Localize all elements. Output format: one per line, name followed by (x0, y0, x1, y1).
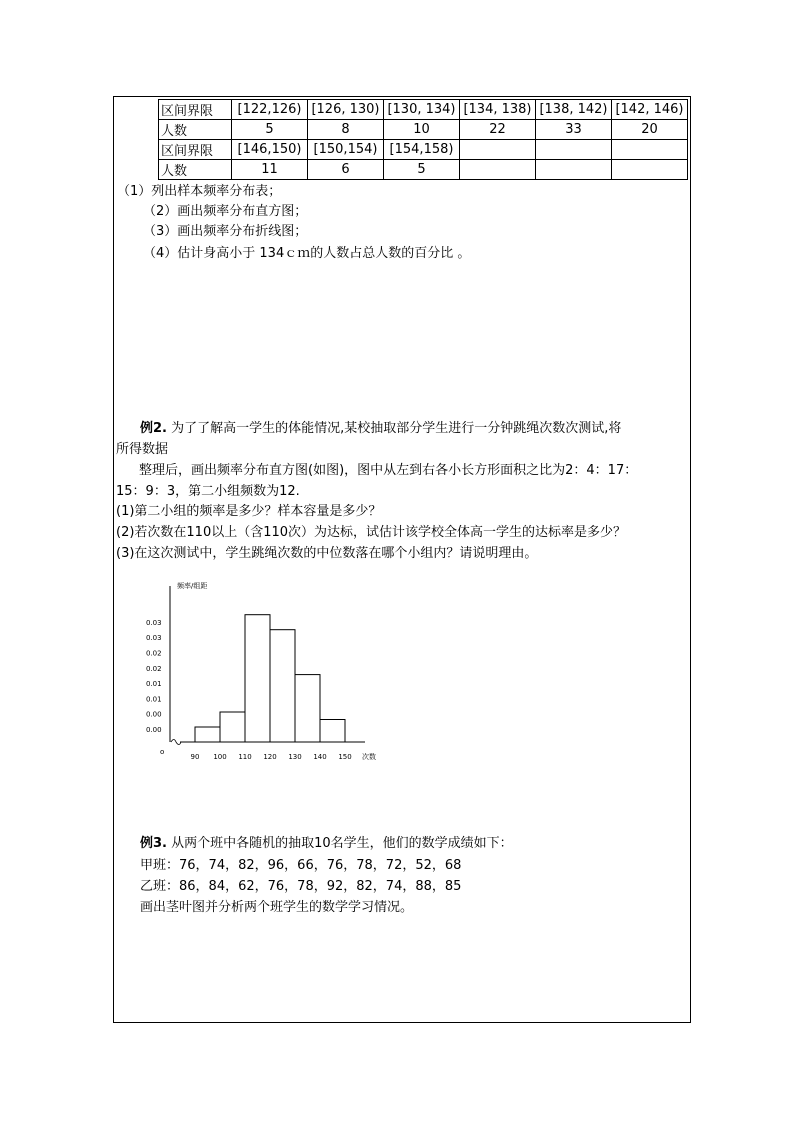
x-tick-label: 140 (313, 753, 327, 761)
origin-label: o (160, 748, 165, 756)
histogram-chart (140, 576, 390, 766)
frequency-table (158, 99, 688, 180)
row-header: 人数 (159, 160, 232, 180)
table-cell: [154,158) (384, 140, 460, 160)
y-tick-label: 0.02 (146, 664, 162, 673)
histogram-bar (245, 615, 270, 742)
table-row (159, 120, 688, 140)
table-cell: 6 (308, 160, 384, 180)
x-axis-label: 次数 (362, 753, 376, 761)
histogram-bar (220, 712, 245, 742)
ex2-question-1: (1)第二小组的频率是多少？样本容量是多少？ (116, 504, 382, 519)
ex2-text-1: 为了了解高一学生的体能情况,某校抽取部分学生进行一分钟跳绳次数次测试,将 (166, 421, 622, 436)
ex1-question-1: （1）列出样本频率分布表； (117, 184, 282, 199)
table-cell: 8 (308, 120, 384, 140)
table-cell: 11 (232, 160, 308, 180)
ex3-text-1: 从两个班中各随机的抽取10名学生，他们的数学成绩如下： (166, 836, 513, 851)
table-cell: [146,150) (232, 140, 308, 160)
y-tick-label: 0.00 (146, 726, 162, 734)
table-cell: [130, 134) (384, 100, 460, 120)
ex2-label: 例2. (140, 421, 167, 436)
table-cell: [134, 138) (460, 100, 536, 120)
y-tick-label: 0.00 (146, 710, 162, 719)
table-cell: 5 (232, 120, 308, 140)
axis-break-icon (171, 740, 181, 745)
table-cell: 22 (460, 120, 536, 140)
table-row (159, 140, 688, 160)
y-tick-label: 0.03 (146, 634, 162, 643)
table-cell: 20 (612, 120, 688, 140)
histogram-bar (295, 675, 320, 742)
table-cell: [142, 146) (612, 100, 688, 120)
y-tick-label: 0.02 (146, 649, 162, 658)
histogram-bar (320, 720, 345, 743)
x-tick-label: 120 (263, 753, 277, 761)
x-tick-label: 150 (338, 753, 352, 761)
table-cell: 10 (384, 120, 460, 140)
table-cell (536, 140, 612, 160)
table-cell (536, 160, 612, 180)
ex2-line-2: 所得数据 (116, 442, 169, 457)
x-tick-label: 110 (238, 753, 252, 761)
y-tick-label: 0.01 (146, 680, 162, 689)
table-cell: 33 (536, 120, 612, 140)
x-tick-label: 130 (288, 753, 302, 761)
ex3-instruction: 画出茎叶图并分析两个班学生的数学学习情况。 (140, 900, 414, 915)
table-cell (612, 140, 688, 160)
table-cell (460, 140, 536, 160)
ex1-question-3: （3）画出频率分布折线图； (143, 224, 308, 239)
y-tick-label: 0.01 (146, 695, 162, 704)
row-header: 区间界限 (159, 140, 232, 160)
histogram-bar (270, 630, 295, 742)
ex2-question-3: (3)在这次测试中，学生跳绳次数的中位数落在哪个小组内？请说明理由。 (116, 546, 538, 561)
ex1-question-2: （2）画出频率分布直方图； (143, 204, 308, 219)
table-cell (612, 160, 688, 180)
ex3-line-1 (140, 835, 513, 853)
table-cell: [122,126) (232, 100, 308, 120)
table-cell: [138, 142) (536, 100, 612, 120)
ex3-class-a-scores: 甲班：76，74，82，96，66，76，78，72，52，68 (140, 858, 462, 873)
x-tick-label: 100 (213, 753, 227, 761)
table-row (159, 100, 688, 120)
y-axis-label: 频率/组距 (177, 582, 208, 590)
ex3-label: 例3. (140, 836, 167, 851)
ex2-line-4: 15：9：3，第二小组频数为12. (116, 484, 300, 499)
ex1-question-4: （4）估计身高小于 134ｃｍ的人数占总人数的百分比 。 (143, 246, 471, 261)
row-header: 区间界限 (159, 100, 232, 120)
y-tick-label: 0.03 (146, 618, 162, 627)
table-cell (460, 160, 536, 180)
histogram-bar (195, 727, 220, 742)
ex3-class-b-scores: 乙班：86，84，62，76，78，92，82，74，88，85 (140, 879, 462, 894)
ex2-line-3: 整理后，画出频率分布直方图(如图)，图中从左到右各小长方形面积之比为2：4：17： (139, 463, 638, 478)
table-row (159, 160, 688, 180)
ex2-line-1 (140, 420, 621, 438)
table-cell: 5 (384, 160, 460, 180)
row-header: 人数 (159, 120, 232, 140)
table-cell: [150,154) (308, 140, 384, 160)
ex2-question-2: (2)若次数在110以上（含110次）为达标，试估计该学校全体高一学生的达标率是多少？ (116, 525, 627, 540)
x-tick-label: 90 (190, 753, 200, 761)
table-cell: [126, 130) (308, 100, 384, 120)
